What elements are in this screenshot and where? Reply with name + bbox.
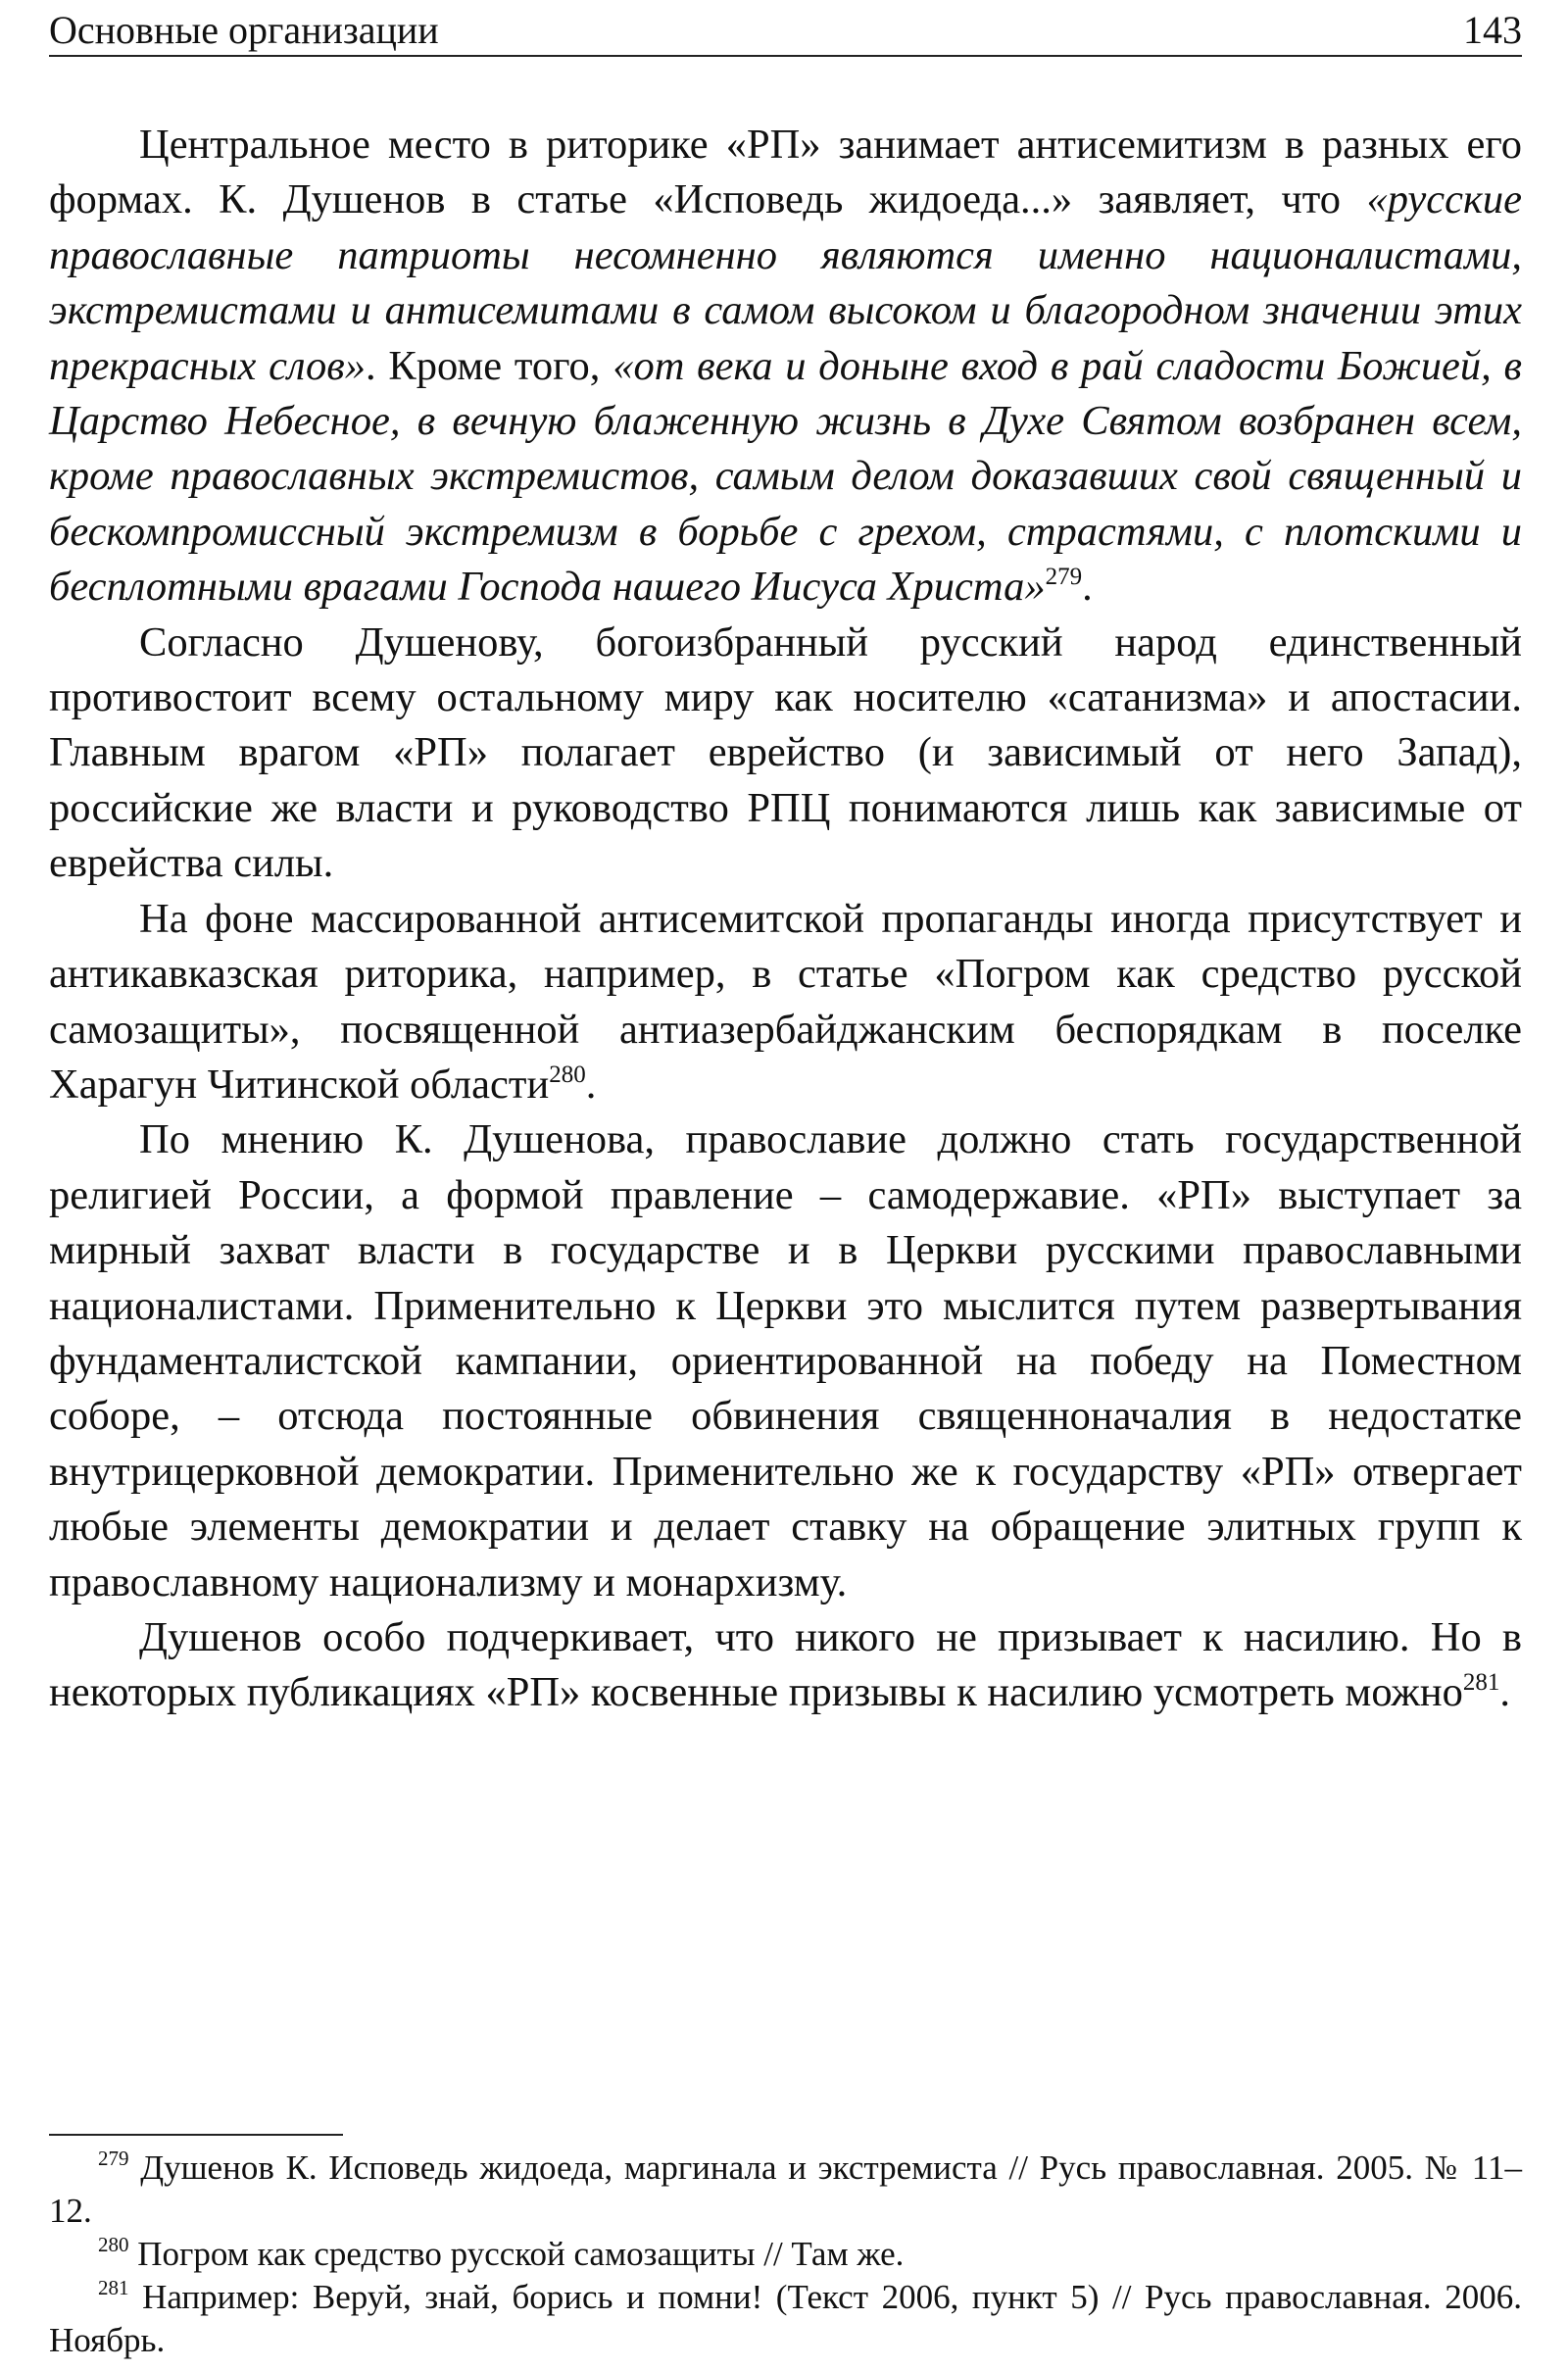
paragraph-text: . [585, 1061, 597, 1108]
quotation: «от века и доныне вход в рай сладости Божией, в Царство Небесное, в вечную блаженную жизнь в Духе Святом возбранен всем, кроме православных экстремистов, самым делом доказавших свой священный и бескомпромиссный экстремизм в борьбе с грехом, страстями, с плотскими и бесплотными врагами Господа нашего Иисуса Христа» [49, 342, 1523, 611]
running-title: Основные организации [49, 8, 439, 52]
main-text [49, 118, 1522, 1721]
paragraph: Согласно Душенову, богоизбранный русский народ единственный противостоит всему остальному миру как носителю «сатанизма» и апостасии. Главным врагом «РП» полагает еврейство (и зависимый от него Запад), российские же власти и руководство РПЦ понимаются лишь как зависимые от еврейства силы. [49, 618, 1522, 887]
footnote-text: Душенов К. Исповедь жидоеда, маргинала и экстремиста // Русь православная. 2005. № 11–12. [49, 2148, 1522, 2230]
footnotes [49, 2147, 1522, 2362]
quotation: «русские православные патриоты несомненно являются именно националистами, экстремистами и антисемитами в самом высоком и благородном значении этих прекрасных слов» [49, 176, 1522, 389]
paragraph-text: . Кроме того, [365, 342, 613, 389]
paragraph [49, 892, 1522, 1113]
footnote-ref: 281 [1462, 1669, 1500, 1697]
footnote [49, 2233, 1522, 2276]
running-header [49, 6, 1522, 57]
paragraph: По мнению К. Душенова, православие должно стать государственной религией России, а формой правление – самодержавие. «РП» выступает за мирный захват власти в государстве и в Церкви русскими православными националистами. Применительно к Церкви это мыслится путем развертывания фундаменталистской кампании, ориентированной на победу на Поместном соборе, – отсюда постоянные обвинения священноначалия в недостатке внутрицерковной демократии. Применительно же к государству «РП» отвергает любые элементы демократии и делает ставку на обращение элитных групп к православному национализму и монархизму. [49, 1116, 1522, 1605]
footnote [49, 2147, 1522, 2233]
footnote-ref: 279 [1045, 564, 1083, 591]
footnote [49, 2276, 1522, 2362]
paragraph-text: Центральное место в риторике «РП» занимает антисемитизм в разных его формах. К. Душенов в статье «Исповедь жидоеда...» заявляет, что [49, 122, 1522, 223]
paragraph-text: . [1499, 1669, 1510, 1716]
footnote-text: Например: Веруй, знай, борись и помни! (Текст 2006, пункт 5) // Русь православная. 2006. Ноябрь. [49, 2278, 1522, 2359]
footnote-number: 281 [98, 2276, 129, 2299]
paragraph [49, 118, 1522, 616]
page-number: 143 [1463, 8, 1522, 52]
footnote-ref: 280 [549, 1061, 586, 1088]
paragraph-text: . [1082, 564, 1093, 611]
paragraph-text: На фоне массированной антисемитской пропаганды иногда присутствует и антикавказская риторика, например, в статье «Погром как средство русской самозащиты», посвященной антиазербайджанским беспорядкам в поселке Харагун Читинской области [49, 895, 1522, 1108]
paragraph [49, 1610, 1522, 1721]
footnote-number: 279 [98, 2147, 129, 2170]
document-page [49, 0, 1522, 2370]
footnote-number: 280 [98, 2233, 129, 2256]
paragraph-text: Душенов особо подчеркивает, что никого не призывает к насилию. Но в некоторых публикациях «РП» косвенные призывы к насилию усмотреть можно [49, 1613, 1522, 1716]
footnote-separator [49, 2134, 343, 2136]
footnote-text: Погром как средство русской самозащиты // Там же. [128, 2235, 905, 2273]
